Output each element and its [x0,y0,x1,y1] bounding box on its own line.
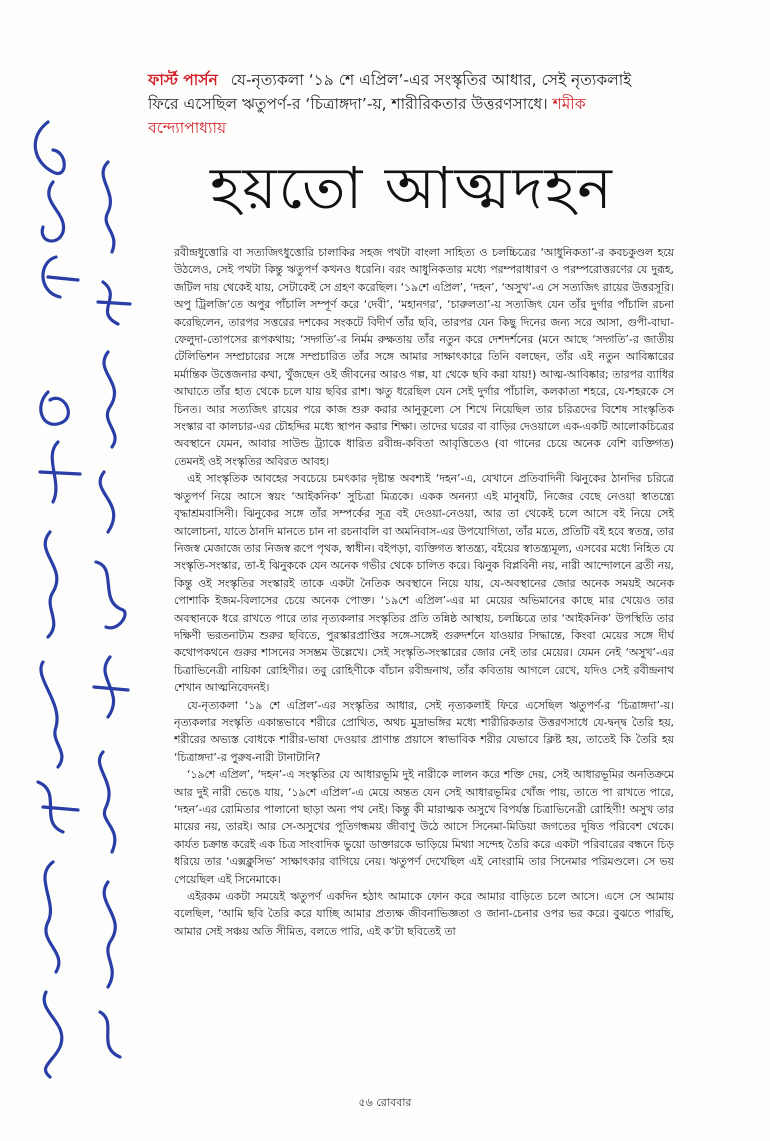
author-name: শমীক বন্দ্যোপাধ্যায় [148,95,586,137]
article-title: হয়তো আত্মদহন [210,154,614,222]
article-intro [148,68,648,140]
body-paragraph: যে-নৃত্যকলা ‘১৯ শে এপ্রিল’-এর সংস্কৃতির আধার, সেই নৃত্যকলাই ফিরে এসেছিল ঋতুপর্ণ-র ‘চিত্রাঙ্গদা’-য়। নৃত্যকলার সংস্কৃতি একান্তভাবে শরীরে প্রোথিত, অথচ মুদ্রাভঙ্গির মধ্যে শারীরিকতার উত্তরণসাধে যে-দ্বন্দ্ব তৈরি হয়, শরীরের অভ্যস্ত বোধকে শারীর-ভাষা দেওয়ার প্রাণান্ত প্রয়াসে স্বাভাবিক শরীর যেভাবে ক্লিষ্ট হয়, তাতেই কি তৈরি হয় ‘চিত্রাঙ্গদা’-র পুরুষ-নারী টানাটানি? [174,698,674,764]
intro-text: যে-নৃত্যকলা ‘১৯ শে এপ্রিল’-এর সংস্কৃতির আধার, সেই নৃত্যকলাই ফিরে এসেছিল ঋতুপর্ণ-র ‘চিত্রাঙ্গদা’-য়, শারীরিকতার উত্তরণসাধে। [148,71,632,113]
body-paragraph: এই সাংস্কৃতিক আবহের সবচেয়ে চমৎকার দৃষ্টান্ত অবশ্যই ‘দহন’-এ, যেখানে প্রতিবাদিনী ঝিনুকের ঠানদির চরিত্রে ঋতুপর্ণ নিয়ে আসে স্বয়ং ‘আইকনিক’ সুচিত্রা মিত্রকে। একক অনন্যা এই মানুষটি, নিজের বেছে নেওয়া স্বাতন্ত্র্যে বৃদ্ধাশ্রমবাসিনী। ঝিনুকের সঙ্গে তাঁর সম্পর্কের সূত্র বই দেওয়া-নেওয়া, আর তা থেকেই চলে আসে বই নিয়ে সেই আলোচনা, যাতে ঠানদি মানতে চান না রচনাবলি বা অমনিবাস-এর উপযোগিতা, তাঁর মতে, প্রতিটি বই হবে স্বতন্ত্র, তার নিজস্ব মেজাজে তার নিজস্ব রূপে পৃথক, স্বাধীন। বইপড়া, ব্যক্তিগত স্বাতন্ত্র্য, বইয়ের স্বাতন্ত্র্যমূল্য, এসবের মধ্যে নিহিত যে সংস্কৃতি-সংস্কার, তা-ই ঝিনুককে যেন অনেক গভীর থেকে চালিত করে। ঝিনুক বিপ্লবিনী নয়, নারী আন্দোলনে ব্রতী নয়, কিন্তু ওই সংস্কৃতির সংস্কারই তাকে একটা নৈতিক অবস্থানে নিয়ে যায়, যে-অবস্থানের জোর অনেক সময়ই অনেক পোশাকি ইজম-বিলাসের চেয়ে অনেক পোক্ত। ‘১৯শে এপ্রিল’-এর মা মেয়ের অভিমানের কাছে মার খেয়েও তার অবস্থানকে ধরে রাখতে পারে তার নৃত্যকলার সংস্কৃতির প্রতি তন্নিষ্ঠ আস্থায়, চলচ্চিত্রে তার ‘আইকনিক’ উপস্থিতি তার দক্ষিণী ভরতনাট্যম শুরুর ছবিতে, পুরস্কারপ্রাপ্তির সঙ্গে-সঙ্গেই গুরুদর্শনে যাওয়ার সিদ্ধান্তে, কিংবা মেয়ের সঙ্গে দীর্ঘ কথোপকথনে গুরুর শাসনের সসম্ভ্রম উল্লেখে। সেই সংস্কৃতি-সংস্কারের জোর নেই তার মেয়ের। যেমন নেই ‘অসুখ’-এর চিত্রাভিনেত্রী নায়িকা রোহিণীর। তবু রোহিণীকে বাঁচান রবীন্দ্রনাথ, তাঁর কবিতায় আগলে রেখে, যদিও সেই রবীন্দ্রনাথ শেখান আত্মনিবেদনই। [174,472,674,695]
handwritten-margin-note [8,62,158,1082]
article-body [174,244,674,1084]
body-paragraph: ‘১৯শে এপ্রিল’, ‘দহন’-এ সংস্কৃতির যে আধারভূমি দুই নারীকে লালন করে শক্তি দেয়, সেই আধারভূমির অনতিক্রমে আর দুই নারী ভেঙে যায়, ‘১৯শে এপ্রিল’-এ মেয়ে অন্তত যেন সেই আধারভূমির খোঁজ পায়, তাতে পা রাখতে পারে, ‘দহন’-এর রোমিতার পালানো ছাড়া অন্য পথ নেই। কিন্তু কী মারাত্মক অসুখে বিপর্যস্ত চিত্রাভিনেত্রী রোহিণী! অসুখ তার মায়ের নয়, তারই। আর সে-অসুখের পূতিগন্ধময় জীবাণু উঠে আসে সিনেমা-মিডিয়া জগতের দূষিত পরিবেশ থেকে। কার্যত চক্রান্ত করেই এক চিত্র সাংবাদিক ভুয়ো ডাক্তারকে ভাড়িয়ে মিথ্যা সন্দেহ তৈরি করে একটা পরিবারের বন্ধনে চিড় ধরিয়ে তার ‘এক্সক্লুসিভ’ সাক্ষাৎকার বাগিয়ে নেয়। ঋতুপর্ণ দেখেছিল এই নোংরামি তার সিনেমার পরিমণ্ডলে। সে ভয় পেয়েছিল এই সিনেমাকে। [174,768,674,886]
body-paragraph: এইরকম একটা সময়েই ঋতুপর্ণ একদিন হঠাৎ আমাকে ফোন করে আমার বাড়িতে চলে আসে। এসে সে আমায় বলেছিল, ‘আমি ছবি তৈরি করে যাচ্ছি আমার প্রত্যক্ষ জীবনাভিজ্ঞতা ও জানা-চেনার ওপর ভর করে। বুঝতে পারছি, আমার সেই সঞ্চয় অতি সীমিত, বলতে পারি, এই ক’টা ছবিতেই তা [174,890,674,938]
section-label: ফার্স্ট পার্সন [148,71,218,89]
page-number: ৫৬ রোববার [358,1096,412,1109]
body-paragraph: রবীন্দ্রধুত্তোরি বা সত্যজিৎধুত্তোরি চালাকির সহজ পথটা বাংলা সাহিত্য ও চলচ্চিত্রের ‘আধুনিকতা’-র কবচকুণ্ডল হয়ে উঠলেও, সেই পথটা কিন্তু ঋতুপর্ণ কখনও ধরেনি। বরং আধুনিকতার মধ্যে পরম্পরাধারণ ও পরম্পরোত্তরণের যে দুরূহ, জটিল দায় থেকেই যায়, সেটাকেই সে গ্রহণ করেছিল। ‘১৯শে এপ্রিল’, ‘দহন’, ‘অসুখ’-এ সে সত্যজিৎ রায়ের উত্তরসূরি। অপু ট্রিলজি’তে অপুর পাঁচালি সম্পূর্ণ করে ‘দেবী’, ‘মহানগর’, ‘চারুলতা’-য় সত্যজিৎ যেন তাঁর দুর্গার পাঁচালি রচনা করেছিলেন, তারপর সত্তরের দশকের সংকটে বিদীর্ণ তাঁর ছবি, তারপর যেন কিছু দিনের জন্য সরে আসা, গুপী-বাঘা-ফেলুদা-তোপসের রূপকথায়; ‘সদ্গতি’-র নির্মম রুক্ষতায় তাঁর নতুন করে দেশদর্শনের (মনে আছে ‘সদ্গতি’-র জাতীয় টেলিভিশন সম্প্রচারের সঙ্গে সম্প্রচারিত তাঁর সঙ্গে আমার সাক্ষাৎকারে তিনি বলছেন, তাঁর এই নতুন আবিষ্কারের মর্মান্তিক উত্তেজনার কথা, খুঁজছেন ওই জীবনের আরও গল্প, যা থেকে ছবি করা যায়!) আত্ম-আবিষ্কার; তারপর ব্যাধির আঘাতে তাঁর হাত থেকে চলে যায় ছবির রাশ। ঋতু ধরেছিল যেন সেই দুর্গার পাঁচালি, কলকাতা শহরে, যে-শহরকে সে চিনত। আর সত্যজিৎ রায়ের পরে কাজ শুরু করার আনুকূল্যে সে শিখে নিয়েছিল তার চরিত্রদের বিশেষ সাংস্কৃতিক সংস্কার বা কালচার-এর চৌহদ্দির মধ্যে স্থাপন করার শিক্ষা। তাদের ঘরের বা বাড়ির দেওয়ালে এক-একটি আলোকচিত্রের অবস্থানে যেমন, আবার সাউন্ড ট্র্যাকে ধারিত রবীন্দ্র-কবিতা আবৃত্তিতেও (বা গানের চেয়ে অনেক বেশি ব্যক্তিগত) তেমনই ওই সংস্কৃতির অবিরত আবহ। [174,246,674,468]
